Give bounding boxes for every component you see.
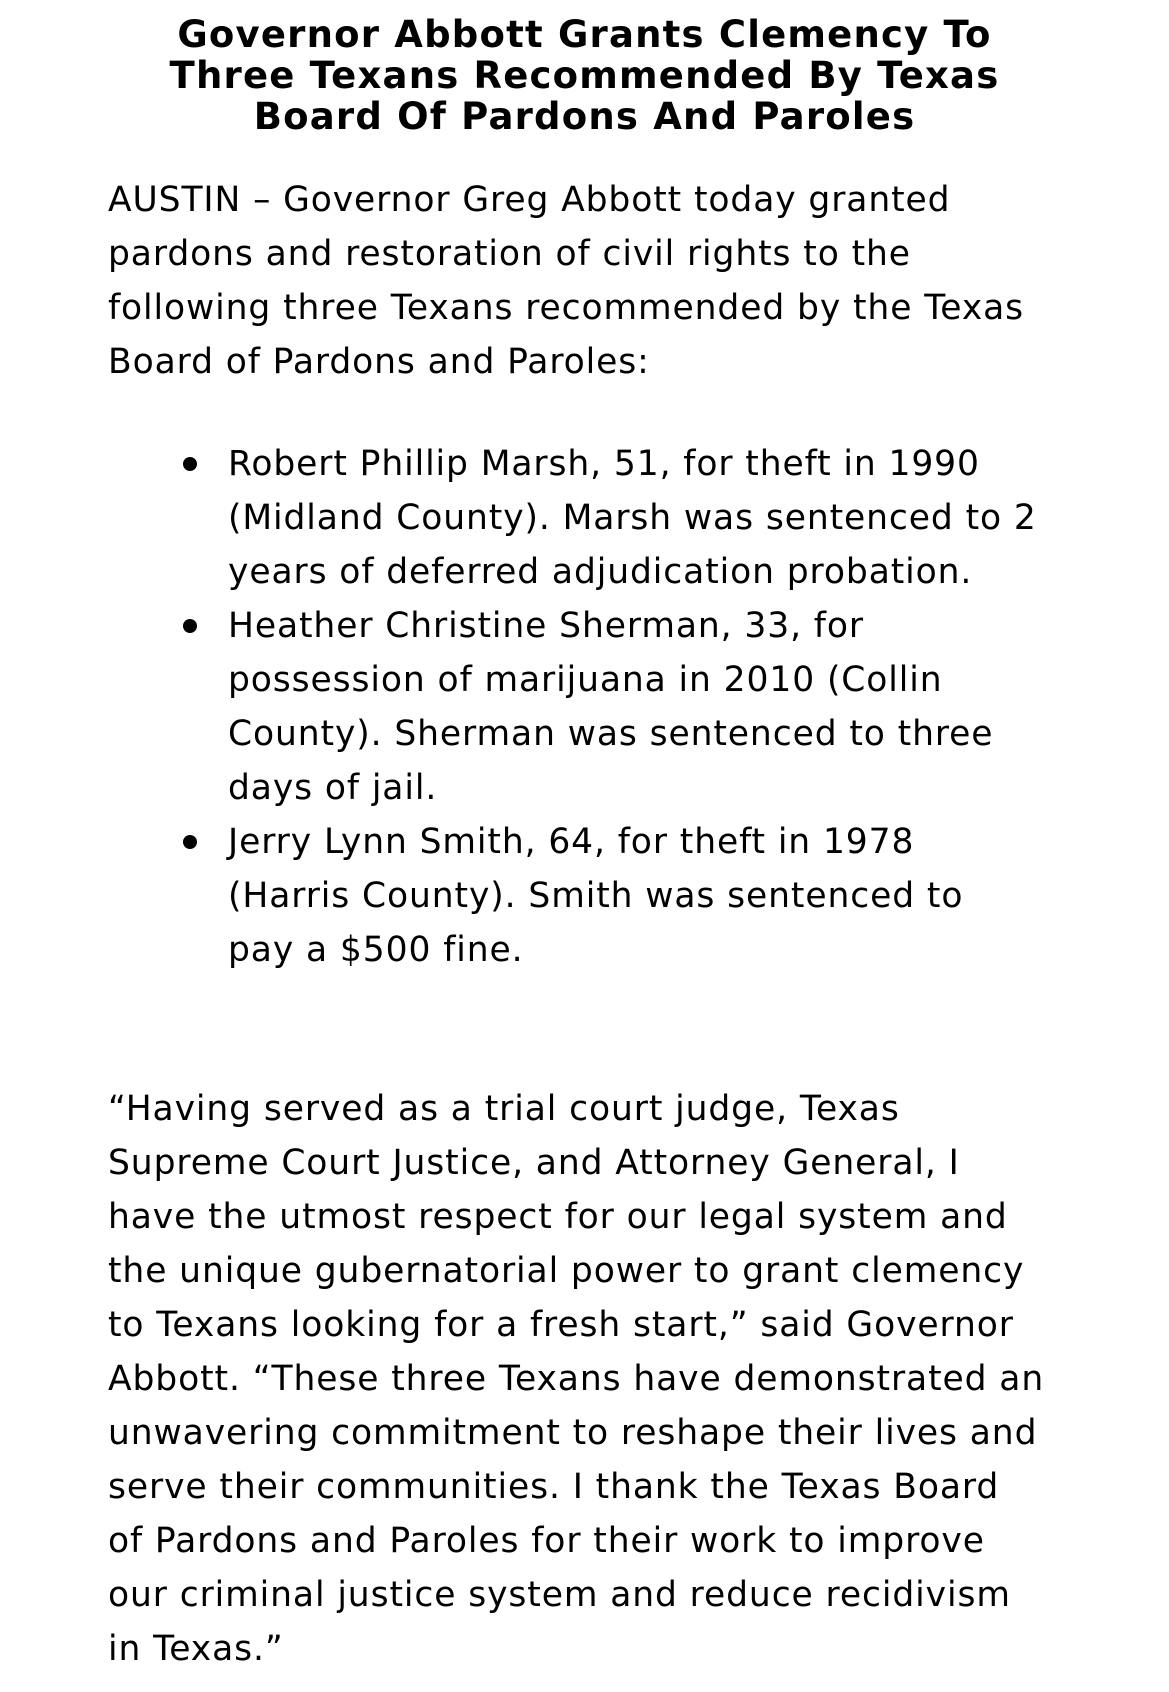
headline-line: Governor Abbott Grants Clemency To [177,13,992,56]
recipient-line: Jerry Lynn Smith, 64, for theft in 1978 [228,822,915,862]
quote-line: Supreme Court Justice, and Attorney General, I [108,1143,960,1183]
intro-line: AUSTIN – Governor Greg Abbott today granted [108,180,951,220]
intro-line: pardons and restoration of civil rights to the [108,234,911,274]
quote-line: to Texans looking for a fresh start,” said Governor [108,1305,1014,1345]
bullet-icon [183,835,197,849]
recipient-line: pay a $500 fine. [228,930,524,970]
intro-line: following three Texans recommended by the Texas [108,288,1025,328]
recipient-line: Robert Phillip Marsh, 51, for theft in 1990 [228,444,980,484]
recipient-line: (Midland County). Marsh was sentenced to 2 [228,498,1037,538]
intro-paragraph [108,173,1098,389]
recipient-line: years of deferred adjudication probation. [228,552,973,592]
quote-line: of Pardons and Paroles for their work to improve [108,1521,985,1561]
bullet-icon [183,619,197,633]
quote-line: in Texas.” [108,1629,284,1669]
recipient-line: Heather Christine Sherman, 33, for [228,606,864,646]
recipient-line: possession of marijuana in 2010 (Collin [228,660,943,700]
governor-quote [108,1082,1098,1676]
quote-line: the unique gubernatorial power to grant clemency [108,1251,1025,1291]
recipient-line: (Harris County). Smith was sentenced to [228,876,964,916]
quote-line: “Having served as a trial court judge, Texas [108,1089,900,1129]
recipient-line: County). Sherman was sentenced to three [228,714,994,754]
intro-line: Board of Pardons and Paroles: [108,342,650,382]
recipient-item [0,599,1169,815]
headline [60,14,1109,137]
headline-line: Three Texans Recommended By Texas [169,54,1000,97]
bullet-icon [183,457,197,471]
quote-line: Abbott. “These three Texans have demonstrated an [108,1359,1045,1399]
quote-line: serve their communities. I thank the Texas Board [108,1467,1000,1507]
headline-line: Board Of Pardons And Paroles [253,95,916,138]
quote-line: our criminal justice system and reduce recidivism [108,1575,1011,1615]
recipient-item [0,815,1169,977]
recipient-line: days of jail. [228,768,438,808]
quote-line: have the utmost respect for our legal system and [108,1197,1008,1237]
recipient-list [0,437,1169,977]
recipient-item [0,437,1169,599]
quote-line: unwavering commitment to reshape their lives and [108,1413,1038,1453]
